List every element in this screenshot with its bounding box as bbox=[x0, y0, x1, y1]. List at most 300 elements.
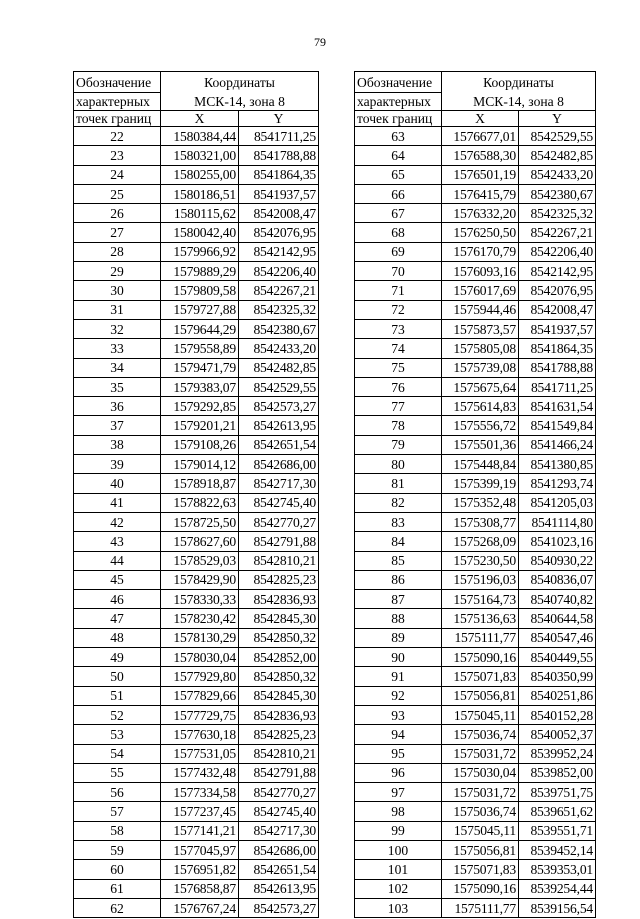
y-coordinate: 8542770,27 bbox=[239, 512, 319, 531]
y-coordinate: 8542770,27 bbox=[239, 783, 319, 802]
table-row bbox=[74, 262, 319, 281]
y-coordinate: 8541205,03 bbox=[519, 493, 596, 512]
table-row bbox=[355, 165, 596, 184]
point-number: 31 bbox=[74, 300, 161, 319]
table-row bbox=[74, 590, 319, 609]
table-row bbox=[355, 763, 596, 782]
table-row bbox=[355, 300, 596, 319]
x-coordinate: 1575045,11 bbox=[442, 705, 519, 724]
table-row bbox=[355, 898, 596, 917]
table-row bbox=[74, 821, 319, 840]
point-number: 103 bbox=[355, 898, 442, 917]
table-row bbox=[74, 744, 319, 763]
point-number: 78 bbox=[355, 416, 442, 435]
table-row bbox=[355, 628, 596, 647]
y-coordinate: 8542717,30 bbox=[239, 474, 319, 493]
x-coordinate: 1575556,72 bbox=[442, 416, 519, 435]
y-coordinate: 8540449,55 bbox=[519, 648, 596, 667]
y-coordinate: 8541788,88 bbox=[239, 146, 319, 165]
x-coordinate: 1575090,16 bbox=[442, 648, 519, 667]
y-coordinate: 8542008,47 bbox=[239, 204, 319, 223]
y-coordinate: 8542850,32 bbox=[239, 628, 319, 647]
y-coordinate: 8542850,32 bbox=[239, 667, 319, 686]
table-row bbox=[74, 840, 319, 859]
y-coordinate: 8542791,88 bbox=[239, 532, 319, 551]
table-row bbox=[355, 744, 596, 763]
table-row bbox=[74, 127, 319, 146]
x-coordinate: 1578822,63 bbox=[161, 493, 239, 512]
y-coordinate: 8542433,20 bbox=[239, 339, 319, 358]
table-row bbox=[74, 648, 319, 667]
table-row bbox=[74, 242, 319, 261]
table-row bbox=[74, 165, 319, 184]
table-row bbox=[355, 860, 596, 879]
point-number: 77 bbox=[355, 397, 442, 416]
table-row bbox=[74, 532, 319, 551]
point-number: 71 bbox=[355, 281, 442, 300]
point-number: 99 bbox=[355, 821, 442, 840]
x-coordinate: 1579471,79 bbox=[161, 358, 239, 377]
y-coordinate: 8541114,80 bbox=[519, 512, 596, 531]
point-number: 79 bbox=[355, 435, 442, 454]
y-coordinate: 8541023,16 bbox=[519, 532, 596, 551]
table-row bbox=[355, 648, 596, 667]
point-number: 85 bbox=[355, 551, 442, 570]
x-coordinate: 1579966,92 bbox=[161, 242, 239, 261]
x-coordinate: 1577432,48 bbox=[161, 763, 239, 782]
table-row bbox=[355, 512, 596, 531]
y-coordinate: 8542651,54 bbox=[239, 860, 319, 879]
table-row bbox=[355, 319, 596, 338]
y-coordinate: 8540052,37 bbox=[519, 725, 596, 744]
point-number: 91 bbox=[355, 667, 442, 686]
table-row bbox=[74, 377, 319, 396]
table-row bbox=[74, 667, 319, 686]
table-row bbox=[74, 725, 319, 744]
point-number: 33 bbox=[74, 339, 161, 358]
table-row bbox=[355, 590, 596, 609]
table-row bbox=[74, 300, 319, 319]
y-coordinate: 8542852,00 bbox=[239, 648, 319, 667]
table-row bbox=[74, 628, 319, 647]
point-number: 59 bbox=[74, 840, 161, 859]
point-number: 35 bbox=[74, 377, 161, 396]
x-coordinate: 1578627,60 bbox=[161, 532, 239, 551]
y-coordinate: 8542836,93 bbox=[239, 590, 319, 609]
x-coordinate: 1576250,50 bbox=[442, 223, 519, 242]
point-number: 26 bbox=[74, 204, 161, 223]
point-number: 30 bbox=[74, 281, 161, 300]
x-coordinate: 1575071,83 bbox=[442, 860, 519, 879]
x-coordinate: 1577729,75 bbox=[161, 705, 239, 724]
page-number: 79 bbox=[314, 35, 326, 49]
point-number: 93 bbox=[355, 705, 442, 724]
table-row bbox=[355, 204, 596, 223]
point-number: 48 bbox=[74, 628, 161, 647]
table-row bbox=[355, 609, 596, 628]
point-number: 41 bbox=[74, 493, 161, 512]
y-coordinate: 8539952,24 bbox=[519, 744, 596, 763]
y-coordinate: 8542529,55 bbox=[519, 127, 596, 146]
y-coordinate: 8540547,46 bbox=[519, 628, 596, 647]
y-coordinate: 8542380,67 bbox=[239, 319, 319, 338]
x-coordinate: 1580186,51 bbox=[161, 184, 239, 203]
y-coordinate: 8542206,40 bbox=[519, 242, 596, 261]
x-coordinate: 1578725,50 bbox=[161, 512, 239, 531]
y-coordinate: 8542573,27 bbox=[239, 898, 319, 917]
x-header: X bbox=[161, 111, 239, 127]
table-row bbox=[355, 783, 596, 802]
y-coordinate: 8541466,24 bbox=[519, 435, 596, 454]
x-coordinate: 1580384,44 bbox=[161, 127, 239, 146]
table-row bbox=[74, 223, 319, 242]
x-coordinate: 1575045,11 bbox=[442, 821, 519, 840]
point-number: 28 bbox=[74, 242, 161, 261]
x-coordinate: 1575090,16 bbox=[442, 879, 519, 898]
y-coordinate: 8539651,62 bbox=[519, 802, 596, 821]
x-coordinate: 1576093,16 bbox=[442, 262, 519, 281]
table-row bbox=[74, 184, 319, 203]
y-coordinate: 8542845,30 bbox=[239, 609, 319, 628]
point-number: 100 bbox=[355, 840, 442, 859]
point-number: 80 bbox=[355, 455, 442, 474]
table-row bbox=[355, 339, 596, 358]
table-row bbox=[74, 319, 319, 338]
y-coordinate: 8542325,32 bbox=[239, 300, 319, 319]
designation-header-line1: Обозначение bbox=[74, 72, 161, 93]
right-table-body bbox=[355, 127, 596, 918]
y-coordinate: 8539751,75 bbox=[519, 783, 596, 802]
point-number: 61 bbox=[74, 879, 161, 898]
point-number: 47 bbox=[74, 609, 161, 628]
table-row bbox=[355, 879, 596, 898]
designation-header-line2: характерных bbox=[74, 93, 161, 111]
table-row bbox=[74, 802, 319, 821]
x-coordinate: 1579383,07 bbox=[161, 377, 239, 396]
y-coordinate: 8542142,95 bbox=[519, 262, 596, 281]
table-row bbox=[74, 512, 319, 531]
y-header: Y bbox=[239, 111, 319, 127]
x-coordinate: 1575308,77 bbox=[442, 512, 519, 531]
y-coordinate: 8542836,93 bbox=[239, 705, 319, 724]
y-coordinate: 8542076,95 bbox=[239, 223, 319, 242]
table-row bbox=[355, 493, 596, 512]
left-table-body bbox=[74, 127, 319, 918]
table-row bbox=[355, 377, 596, 396]
x-coordinate: 1577630,18 bbox=[161, 725, 239, 744]
point-number: 94 bbox=[355, 725, 442, 744]
y-coordinate: 8541380,85 bbox=[519, 455, 596, 474]
x-coordinate: 1575036,74 bbox=[442, 802, 519, 821]
point-number: 52 bbox=[74, 705, 161, 724]
point-number: 68 bbox=[355, 223, 442, 242]
table-row bbox=[74, 609, 319, 628]
point-number: 32 bbox=[74, 319, 161, 338]
point-number: 60 bbox=[74, 860, 161, 879]
point-number: 39 bbox=[74, 455, 161, 474]
table-row bbox=[355, 686, 596, 705]
x-coordinate: 1576170,79 bbox=[442, 242, 519, 261]
x-coordinate: 1575136,63 bbox=[442, 609, 519, 628]
y-coordinate: 8541711,25 bbox=[519, 377, 596, 396]
x-coordinate: 1580255,00 bbox=[161, 165, 239, 184]
x-coordinate: 1579644,29 bbox=[161, 319, 239, 338]
table-row bbox=[355, 184, 596, 203]
table-row bbox=[74, 783, 319, 802]
x-coordinate: 1575805,08 bbox=[442, 339, 519, 358]
y-coordinate: 8542825,23 bbox=[239, 570, 319, 589]
point-number: 45 bbox=[74, 570, 161, 589]
table-row bbox=[74, 493, 319, 512]
x-coordinate: 1576767,24 bbox=[161, 898, 239, 917]
point-number: 43 bbox=[74, 532, 161, 551]
x-coordinate: 1578918,87 bbox=[161, 474, 239, 493]
table-row bbox=[74, 455, 319, 474]
point-number: 29 bbox=[74, 262, 161, 281]
x-coordinate: 1577531,05 bbox=[161, 744, 239, 763]
point-number: 25 bbox=[74, 184, 161, 203]
point-number: 76 bbox=[355, 377, 442, 396]
x-coordinate: 1577045,97 bbox=[161, 840, 239, 859]
x-coordinate: 1575675,64 bbox=[442, 377, 519, 396]
table-row bbox=[355, 242, 596, 261]
table-row bbox=[355, 667, 596, 686]
y-coordinate: 8542433,20 bbox=[519, 165, 596, 184]
y-coordinate: 8542651,54 bbox=[239, 435, 319, 454]
x-coordinate: 1580321,00 bbox=[161, 146, 239, 165]
x-coordinate: 1580042,40 bbox=[161, 223, 239, 242]
point-number: 55 bbox=[74, 763, 161, 782]
y-coordinate: 8539452,14 bbox=[519, 840, 596, 859]
table-row bbox=[355, 705, 596, 724]
point-number: 98 bbox=[355, 802, 442, 821]
table-row bbox=[355, 146, 596, 165]
x-coordinate: 1575056,81 bbox=[442, 686, 519, 705]
y-coordinate: 8540930,22 bbox=[519, 551, 596, 570]
x-coordinate: 1575448,84 bbox=[442, 455, 519, 474]
table-row bbox=[74, 339, 319, 358]
x-coordinate: 1576951,82 bbox=[161, 860, 239, 879]
y-coordinate: 8539353,01 bbox=[519, 860, 596, 879]
y-coordinate: 8542325,32 bbox=[519, 204, 596, 223]
y-coordinate: 8542613,95 bbox=[239, 879, 319, 898]
coordinates-table-right bbox=[354, 71, 596, 918]
point-number: 90 bbox=[355, 648, 442, 667]
point-number: 84 bbox=[355, 532, 442, 551]
y-coordinate: 8542267,21 bbox=[239, 281, 319, 300]
y-coordinate: 8542745,40 bbox=[239, 493, 319, 512]
x-coordinate: 1575399,19 bbox=[442, 474, 519, 493]
x-coordinate: 1575352,48 bbox=[442, 493, 519, 512]
x-coordinate: 1579558,89 bbox=[161, 339, 239, 358]
x-coordinate: 1575164,73 bbox=[442, 590, 519, 609]
point-number: 95 bbox=[355, 744, 442, 763]
x-coordinate: 1575739,08 bbox=[442, 358, 519, 377]
x-coordinate: 1575111,77 bbox=[442, 628, 519, 647]
point-number: 23 bbox=[74, 146, 161, 165]
table-row bbox=[355, 397, 596, 416]
x-coordinate: 1579727,88 bbox=[161, 300, 239, 319]
point-number: 64 bbox=[355, 146, 442, 165]
point-number: 67 bbox=[355, 204, 442, 223]
point-number: 82 bbox=[355, 493, 442, 512]
table-row bbox=[74, 551, 319, 570]
x-coordinate: 1578330,33 bbox=[161, 590, 239, 609]
y-coordinate: 8541937,57 bbox=[239, 184, 319, 203]
coords-header-line2: МСК-14, зона 8 bbox=[161, 93, 319, 111]
y-coordinate: 8542810,21 bbox=[239, 551, 319, 570]
table-row bbox=[74, 281, 319, 300]
y-coordinate: 8540152,28 bbox=[519, 705, 596, 724]
table-row bbox=[74, 898, 319, 917]
designation-header-line3: точек границ bbox=[74, 111, 161, 127]
y-coordinate: 8542076,95 bbox=[519, 281, 596, 300]
y-coordinate: 8539852,00 bbox=[519, 763, 596, 782]
x-coordinate: 1575230,50 bbox=[442, 551, 519, 570]
point-number: 97 bbox=[355, 783, 442, 802]
y-coordinate: 8540251,86 bbox=[519, 686, 596, 705]
x-coordinate: 1576677,01 bbox=[442, 127, 519, 146]
x-coordinate: 1576501,19 bbox=[442, 165, 519, 184]
x-coordinate: 1577237,45 bbox=[161, 802, 239, 821]
table-row bbox=[74, 570, 319, 589]
table-row bbox=[74, 435, 319, 454]
x-coordinate: 1579809,58 bbox=[161, 281, 239, 300]
x-coordinate: 1575268,09 bbox=[442, 532, 519, 551]
table-row bbox=[355, 474, 596, 493]
point-number: 46 bbox=[74, 590, 161, 609]
point-number: 38 bbox=[74, 435, 161, 454]
x-coordinate: 1575036,74 bbox=[442, 725, 519, 744]
table-row bbox=[355, 127, 596, 146]
point-number: 54 bbox=[74, 744, 161, 763]
point-number: 87 bbox=[355, 590, 442, 609]
point-number: 40 bbox=[74, 474, 161, 493]
coords-header-line2: МСК-14, зона 8 bbox=[442, 93, 596, 111]
y-coordinate: 8539156,54 bbox=[519, 898, 596, 917]
point-number: 51 bbox=[74, 686, 161, 705]
designation-header-line1: Обозначение bbox=[355, 72, 442, 93]
y-coordinate: 8542810,21 bbox=[239, 744, 319, 763]
table-row bbox=[355, 802, 596, 821]
x-coordinate: 1575031,72 bbox=[442, 744, 519, 763]
x-coordinate: 1576332,20 bbox=[442, 204, 519, 223]
x-coordinate: 1579108,26 bbox=[161, 435, 239, 454]
point-number: 75 bbox=[355, 358, 442, 377]
point-number: 70 bbox=[355, 262, 442, 281]
x-coordinate: 1579889,29 bbox=[161, 262, 239, 281]
y-coordinate: 8541864,35 bbox=[519, 339, 596, 358]
point-number: 63 bbox=[355, 127, 442, 146]
point-number: 74 bbox=[355, 339, 442, 358]
point-number: 81 bbox=[355, 474, 442, 493]
point-number: 58 bbox=[74, 821, 161, 840]
y-coordinate: 8542573,27 bbox=[239, 397, 319, 416]
point-number: 34 bbox=[74, 358, 161, 377]
y-coordinate: 8542267,21 bbox=[519, 223, 596, 242]
point-number: 102 bbox=[355, 879, 442, 898]
x-coordinate: 1578130,29 bbox=[161, 628, 239, 647]
table-row bbox=[74, 358, 319, 377]
point-number: 69 bbox=[355, 242, 442, 261]
table-row bbox=[355, 570, 596, 589]
point-number: 92 bbox=[355, 686, 442, 705]
y-coordinate: 8541549,84 bbox=[519, 416, 596, 435]
table-row bbox=[74, 397, 319, 416]
y-coordinate: 8542791,88 bbox=[239, 763, 319, 782]
y-coordinate: 8542686,00 bbox=[239, 840, 319, 859]
table-row bbox=[355, 435, 596, 454]
x-coordinate: 1578429,90 bbox=[161, 570, 239, 589]
coords-header-line1: Координаты bbox=[161, 72, 319, 93]
point-number: 73 bbox=[355, 319, 442, 338]
table-row bbox=[74, 860, 319, 879]
x-coordinate: 1579201,21 bbox=[161, 416, 239, 435]
y-coordinate: 8542380,67 bbox=[519, 184, 596, 203]
x-coordinate: 1577929,80 bbox=[161, 667, 239, 686]
point-number: 36 bbox=[74, 397, 161, 416]
designation-header-line2: характерных bbox=[355, 93, 442, 111]
point-number: 24 bbox=[74, 165, 161, 184]
table-row bbox=[355, 281, 596, 300]
table-row bbox=[74, 763, 319, 782]
x-coordinate: 1576415,79 bbox=[442, 184, 519, 203]
point-number: 27 bbox=[74, 223, 161, 242]
table-row bbox=[74, 686, 319, 705]
y-coordinate: 8542008,47 bbox=[519, 300, 596, 319]
x-coordinate: 1575614,83 bbox=[442, 397, 519, 416]
y-coordinate: 8542845,30 bbox=[239, 686, 319, 705]
point-number: 88 bbox=[355, 609, 442, 628]
table-row bbox=[355, 821, 596, 840]
point-number: 42 bbox=[74, 512, 161, 531]
coords-header-line1: Координаты bbox=[442, 72, 596, 93]
x-coordinate: 1575031,72 bbox=[442, 783, 519, 802]
point-number: 65 bbox=[355, 165, 442, 184]
designation-header-line3: точек границ bbox=[355, 111, 442, 127]
point-number: 89 bbox=[355, 628, 442, 647]
y-coordinate: 8541293,74 bbox=[519, 474, 596, 493]
table-row bbox=[74, 416, 319, 435]
x-coordinate: 1580115,62 bbox=[161, 204, 239, 223]
table-row bbox=[74, 705, 319, 724]
point-number: 72 bbox=[355, 300, 442, 319]
table-row bbox=[74, 879, 319, 898]
y-coordinate: 8542482,85 bbox=[239, 358, 319, 377]
x-coordinate: 1575196,03 bbox=[442, 570, 519, 589]
table-row bbox=[355, 551, 596, 570]
point-number: 83 bbox=[355, 512, 442, 531]
point-number: 101 bbox=[355, 860, 442, 879]
y-header: Y bbox=[519, 111, 596, 127]
table-row bbox=[355, 358, 596, 377]
y-coordinate: 8541937,57 bbox=[519, 319, 596, 338]
point-number: 66 bbox=[355, 184, 442, 203]
x-coordinate: 1576588,30 bbox=[442, 146, 519, 165]
x-coordinate: 1578230,42 bbox=[161, 609, 239, 628]
y-coordinate: 8541864,35 bbox=[239, 165, 319, 184]
y-coordinate: 8542686,00 bbox=[239, 455, 319, 474]
x-coordinate: 1575111,77 bbox=[442, 898, 519, 917]
point-number: 53 bbox=[74, 725, 161, 744]
y-coordinate: 8540836,07 bbox=[519, 570, 596, 589]
x-coordinate: 1578529,03 bbox=[161, 551, 239, 570]
coordinates-table-left bbox=[73, 71, 319, 918]
x-coordinate: 1576858,87 bbox=[161, 879, 239, 898]
y-coordinate: 8541711,25 bbox=[239, 127, 319, 146]
x-coordinate: 1575056,81 bbox=[442, 840, 519, 859]
table-row bbox=[355, 416, 596, 435]
